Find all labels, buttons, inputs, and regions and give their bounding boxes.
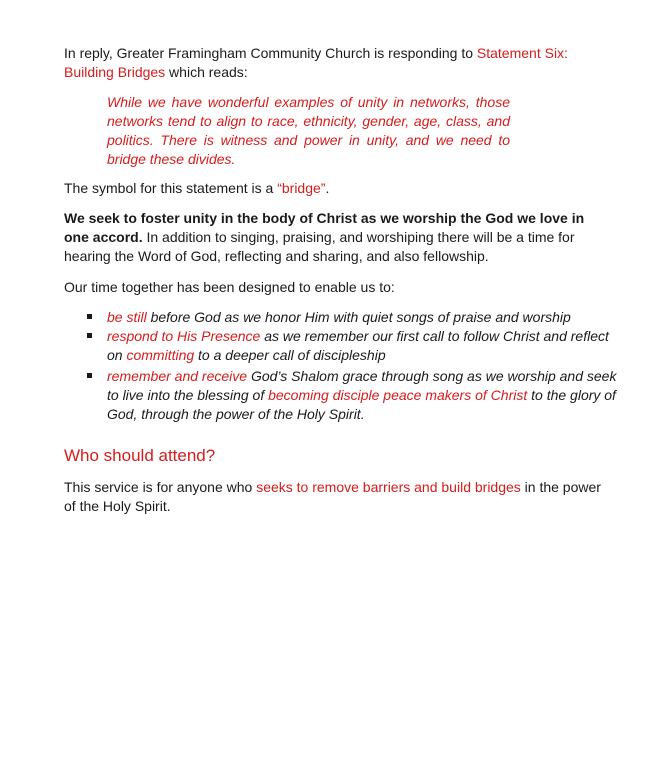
unity-rest-text: In addition to singing, praising, and worshiping there will be a time for hearing the Word of God, reflecting and sharing, and also fellowship. bbox=[64, 229, 575, 264]
list-item bbox=[84, 367, 624, 424]
attend-text-1: This service is for anyone who bbox=[64, 479, 257, 495]
bullet-highlight: remember and receive bbox=[107, 368, 248, 384]
symbol-highlight: “bridge” bbox=[277, 180, 326, 196]
bullet-highlight: be still bbox=[107, 309, 147, 325]
bullet-text: to the glory of God, through the power of the Holy Spirit. bbox=[107, 387, 616, 422]
section-heading: Who should attend? bbox=[64, 446, 216, 465]
bullet-text: before God as we honor Him with quiet songs of praise and worship bbox=[146, 309, 571, 325]
bullet-text: as we remember our first call to follow Christ and reflect on bbox=[107, 328, 609, 363]
bullet-square-icon bbox=[87, 373, 92, 378]
intro-text-2: which reads: bbox=[165, 64, 248, 80]
statement-reference: Statement Six: Building Bridges bbox=[64, 45, 568, 80]
statement-quote: While we have wonderful examples of unity in networks, those networks tend to align to race, ethnicity, gender, age, class, and politics. There is witness and power in unity, and we need to bridge these divides. bbox=[107, 94, 510, 167]
bullet-text: to a deeper call of discipleship bbox=[194, 347, 386, 363]
bullet-highlight: becoming disciple peace makers of Christ bbox=[268, 387, 528, 403]
list-item bbox=[84, 327, 624, 365]
intro-text-1: In reply, Greater Framingham Community Church is responding to bbox=[64, 45, 477, 61]
bullet-highlight: respond to His Presence bbox=[107, 328, 261, 344]
symbol-text-1: The symbol for this statement is a bbox=[64, 180, 278, 196]
unity-bold-text: We seek to foster unity in the body of Christ as we worship the God we love in one accord. bbox=[64, 210, 585, 245]
purpose-list bbox=[84, 308, 624, 424]
attend-paragraph bbox=[64, 478, 614, 516]
bullet-square-icon bbox=[87, 333, 92, 338]
unity-paragraph bbox=[64, 209, 609, 266]
bullet-square-icon bbox=[87, 314, 92, 319]
symbol-paragraph bbox=[64, 179, 609, 198]
bullet-highlight: committing bbox=[126, 347, 195, 363]
intro-paragraph bbox=[64, 44, 609, 82]
attend-highlight: seeks to remove barriers and build bridges bbox=[256, 479, 521, 495]
bullet-text: God’s Shalom grace through song as we worship and seek to live into the blessing of bbox=[107, 368, 617, 403]
time-intro: Our time together has been designed to enable us to: bbox=[64, 279, 395, 295]
attend-text-2: in the power of the Holy Spirit. bbox=[64, 479, 601, 514]
symbol-text-2: . bbox=[325, 180, 330, 196]
list-item bbox=[84, 308, 624, 327]
